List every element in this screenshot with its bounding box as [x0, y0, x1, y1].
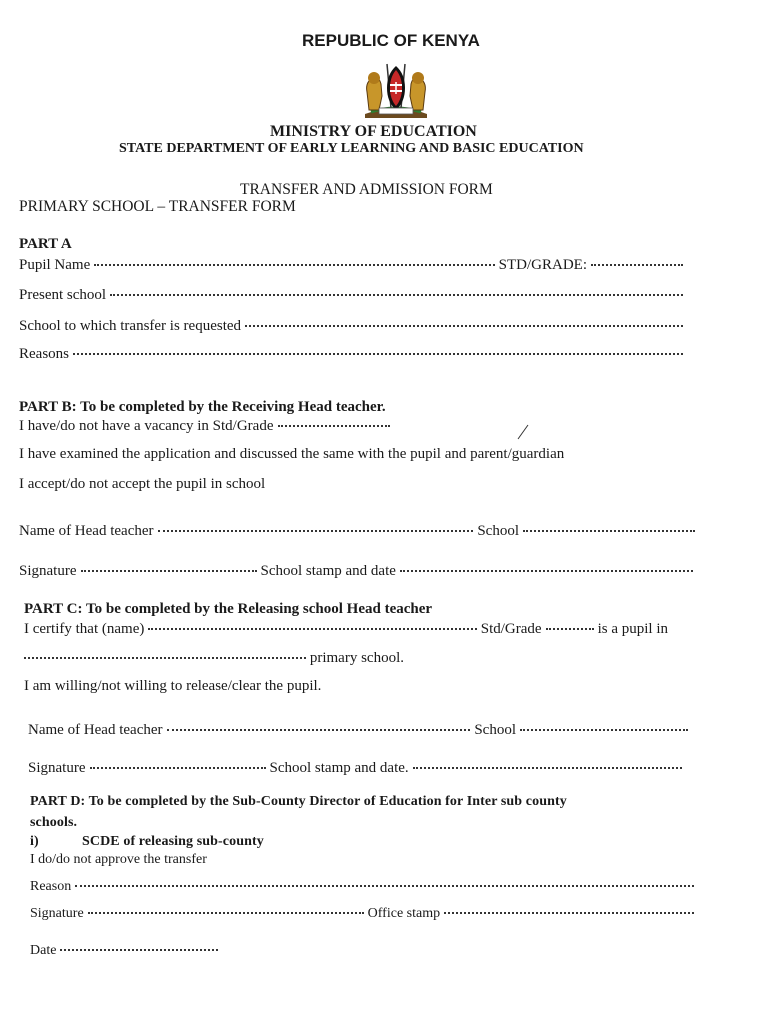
present-school-row [19, 287, 687, 304]
certify-name-field[interactable] [148, 628, 476, 630]
pupil-name-row [19, 257, 687, 274]
d-reason-label: Reason [30, 879, 72, 894]
certify-row [24, 621, 668, 638]
examined-text: I have examined the application and discussed the same with the pupil and parent/guardian [19, 446, 565, 462]
reasons-row [19, 346, 687, 363]
d-reason-field[interactable] [75, 885, 694, 887]
pupil-name-label: Pupil Name [19, 257, 91, 273]
vacancy-grade-field[interactable] [278, 425, 390, 427]
certify-label: I certify that (name) [24, 621, 145, 637]
pen-tick-mark [517, 424, 529, 440]
willing-text: I am willing/not willing to release/clear the pupil. [24, 678, 322, 694]
c-head-name-label: Name of Head teacher [28, 722, 163, 738]
d-date-field[interactable] [60, 949, 218, 951]
approve-text: I do/do not approve the transfer [30, 852, 207, 867]
item-number: i) [30, 834, 39, 849]
present-school-field[interactable] [110, 294, 683, 296]
reasons-field[interactable] [73, 353, 683, 355]
ministry-title: MINISTRY OF EDUCATION [270, 123, 477, 140]
primary-school-row [24, 650, 404, 667]
part-d-heading: PART D: To be completed by the Sub-County Director of Education for Inter sub county [30, 794, 567, 809]
accept-text: I accept/do not accept the pupil in school [19, 476, 266, 492]
transfer-school-row [19, 318, 687, 335]
c-signature-field[interactable] [90, 767, 266, 769]
d-reason-row [30, 879, 698, 895]
c-primary-school-field[interactable] [24, 657, 306, 659]
b-stamp-field[interactable] [400, 570, 693, 572]
c-stamp-field[interactable] [413, 767, 682, 769]
c-signature-label: Signature [28, 760, 86, 776]
b-school-field[interactable] [523, 530, 695, 532]
c-school-label: School [474, 722, 516, 738]
office-stamp-field[interactable] [444, 912, 694, 914]
d-signature-row [30, 906, 698, 922]
c-std-grade-label: Std/Grade [480, 621, 542, 637]
c-head-teacher-row [28, 722, 692, 739]
form-subtitle: PRIMARY SCHOOL – TRANSFER FORM [19, 198, 296, 215]
part-c-heading: PART C: To be completed by the Releasing school Head teacher [24, 601, 433, 617]
office-stamp-label: Office stamp [367, 906, 441, 921]
form-title: TRANSFER AND ADMISSION FORM [240, 181, 493, 198]
b-head-teacher-row [19, 523, 699, 540]
department-title: STATE DEPARTMENT OF EARLY LEARNING AND BASIC EDUCATION [119, 141, 584, 156]
c-head-name-field[interactable] [167, 729, 471, 731]
b-school-label: School [477, 523, 519, 539]
part-d-heading-line2: schools. [30, 815, 78, 830]
b-signature-row [19, 563, 697, 580]
std-grade-label: STD/GRADE: [498, 257, 587, 273]
c-stamp-label: School stamp and date. [269, 760, 409, 776]
primary-school-label: primary school. [309, 650, 404, 666]
present-school-label: Present school [19, 287, 107, 303]
b-head-name-field[interactable] [158, 530, 474, 532]
std-grade-field[interactable] [591, 264, 683, 266]
b-signature-label: Signature [19, 563, 77, 579]
d-date-label: Date [30, 943, 57, 958]
vacancy-label: I have/do not have a vacancy in Std/Grade [19, 418, 274, 434]
c-school-field[interactable] [520, 729, 688, 731]
part-b-heading: PART B: To be completed by the Receiving Head teacher. [19, 399, 386, 415]
c-signature-row [28, 760, 686, 777]
transfer-school-field[interactable] [245, 325, 683, 327]
pupil-name-field[interactable] [94, 264, 494, 266]
vacancy-row [19, 418, 394, 435]
country-title: REPUBLIC OF KENYA [302, 31, 480, 50]
transfer-school-label: School to which transfer is requested [19, 318, 242, 334]
b-stamp-label: School stamp and date [260, 563, 396, 579]
d-signature-field[interactable] [88, 912, 364, 914]
part-a-heading: PART A [19, 236, 72, 252]
item-title: SCDE of releasing sub-county [82, 834, 264, 849]
is-pupil-in-label: is a pupil in [597, 621, 668, 637]
c-std-grade-field[interactable] [546, 628, 594, 630]
b-head-name-label: Name of Head teacher [19, 523, 154, 539]
coat-of-arms-logo [357, 58, 435, 118]
b-signature-field[interactable] [81, 570, 257, 572]
reasons-label: Reasons [19, 346, 69, 362]
d-signature-label: Signature [30, 906, 84, 921]
d-date-row [30, 943, 222, 959]
